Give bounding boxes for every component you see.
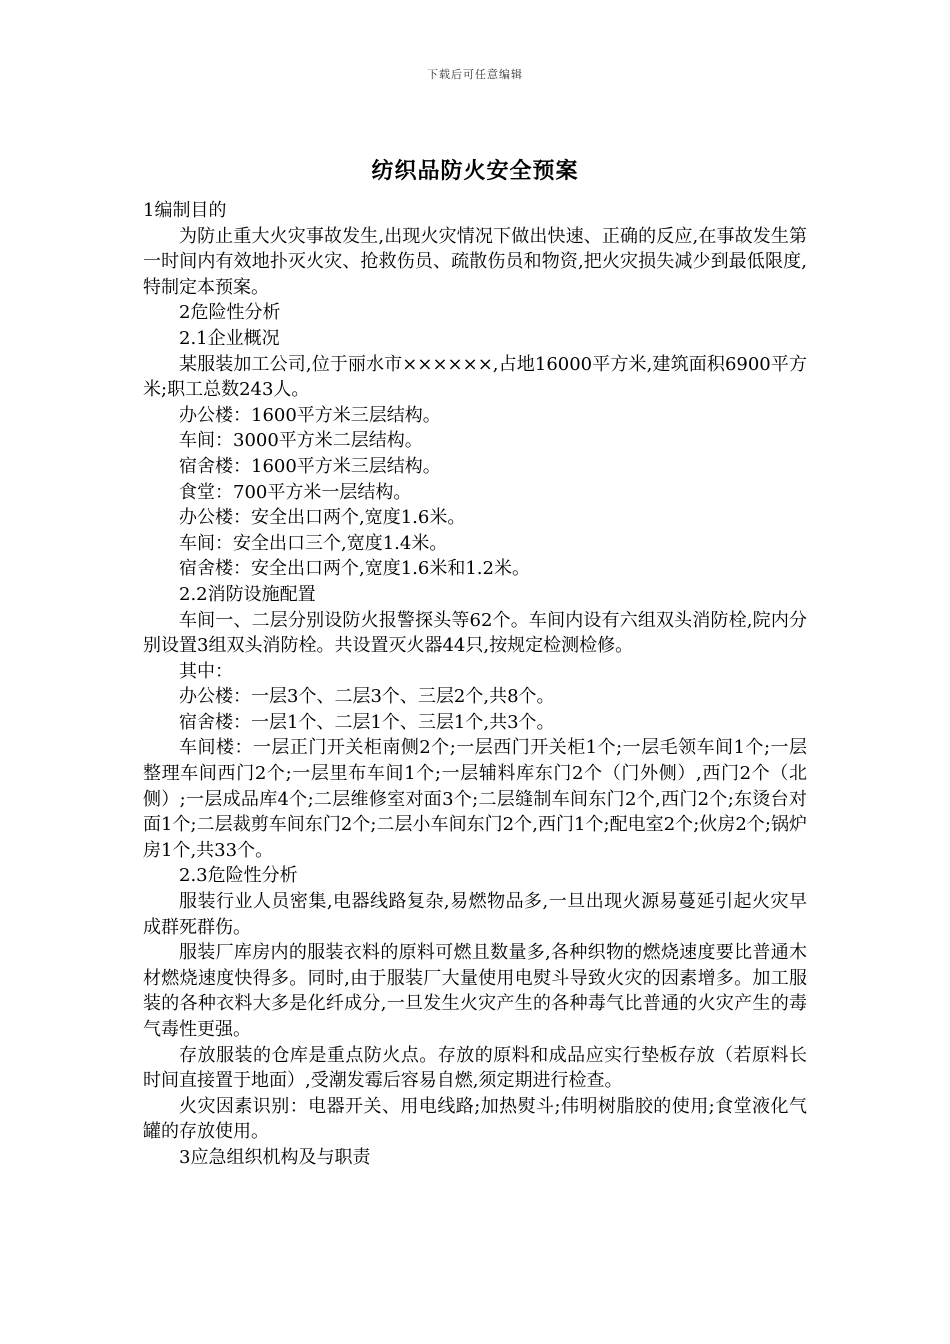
subsection-heading: 2.3危险性分析 <box>179 865 298 887</box>
paragraph: 某服装加工公司,位于丽水市××××××,占地16000平方米,建筑面积6900平方米;职工总数243人。 <box>143 353 807 401</box>
paragraph: 宿舍楼：安全出口两个,宽度1.6米和1.2米。 <box>179 558 530 580</box>
paragraph: 食堂：700平方米一层结构。 <box>179 481 412 503</box>
document-title: 纺织品防火安全预案 <box>371 159 579 184</box>
paragraph: 办公楼：安全出口两个,宽度1.6米。 <box>179 507 466 529</box>
paragraph: 办公楼：一层3个、二层3个、三层2个,共8个。 <box>179 686 555 708</box>
paragraph: 其中： <box>179 660 233 682</box>
paragraph: 车间：安全出口三个,宽度1.4米。 <box>179 532 448 554</box>
section-heading: 1编制目的 <box>143 200 227 221</box>
paragraph: 宿舍楼：一层1个、二层1个、三层1个,共3个。 <box>179 711 555 733</box>
subsection-heading: 2.1企业概况 <box>179 327 280 349</box>
paragraph: 服装行业人员密集,电器线路复杂,易燃物品多,一旦出现火源易蔓延引起火灾早成群死群伤。 <box>143 891 807 938</box>
paragraph: 车间：3000平方米二层结构。 <box>179 430 423 452</box>
document-body <box>143 198 807 1171</box>
paragraph: 车间楼：一层正门开关柜南侧2个;一层西门开关柜1个;一层毛领车间1个;一层整理车间西门2个;一层里布车间1个;一层辅料库东门2个（门外侧）,西门2个（北侧）;一层成品库4个;二层维修室对面3个;二层缝制车间东门2个,西门2个;东烫台对面1个;二层裁剪车间东门2个;二层小车间东门2个,西门1个;配电室2个;伙房2个;锅炉房1个,共33个。 <box>143 737 807 861</box>
section-heading: 2危险性分析 <box>179 302 281 324</box>
paragraph: 火灾因素识别：电器开关、用电线路;加热熨斗;伟明树脂胶的使用;食堂液化气罐的存放使用。 <box>143 1095 807 1143</box>
paragraph: 存放服装的仓库是重点防火点。存放的原料和成品应实行垫板存放（若原料长时间直接置于地面）,受潮发霉后容易自燃,须定期进行检查。 <box>143 1044 807 1092</box>
paragraph: 为防止重大火灾事故发生,出现火灾情况下做出快速、正确的反应,在事故发生第一时间内有效地扑灭火灾、抢救伤员、疏散伤员和物资,把火灾损失减少到最低限度,特制定本预案。 <box>143 225 807 298</box>
paragraph: 车间一、二层分别设防火报警探头等62个。车间内设有六组双头消防栓,院内分别设置3组双头消防栓。共设置灭火器44只,按规定检测检修。 <box>143 609 807 657</box>
paragraph: 服装厂库房内的服装衣料的原料可燃且数量多,各种织物的燃烧速度要比普通木材燃烧速度快得多。同时,由于服装厂大量使用电熨斗导致火灾的因素增多。加工服装的各种衣料大多是化纤成分,一旦发生火灾产生的各种毒气比普通的火灾产生的毒气毒性更强。 <box>143 942 807 1040</box>
section-heading: 3应急组织机构及与职责 <box>179 1146 371 1168</box>
paragraph: 宿舍楼：1600平方米三层结构。 <box>179 455 441 477</box>
paragraph: 办公楼：1600平方米三层结构。 <box>179 404 441 426</box>
subsection-heading: 2.2消防设施配置 <box>179 583 316 605</box>
page-header: 下载后可任意编辑 <box>427 68 523 81</box>
